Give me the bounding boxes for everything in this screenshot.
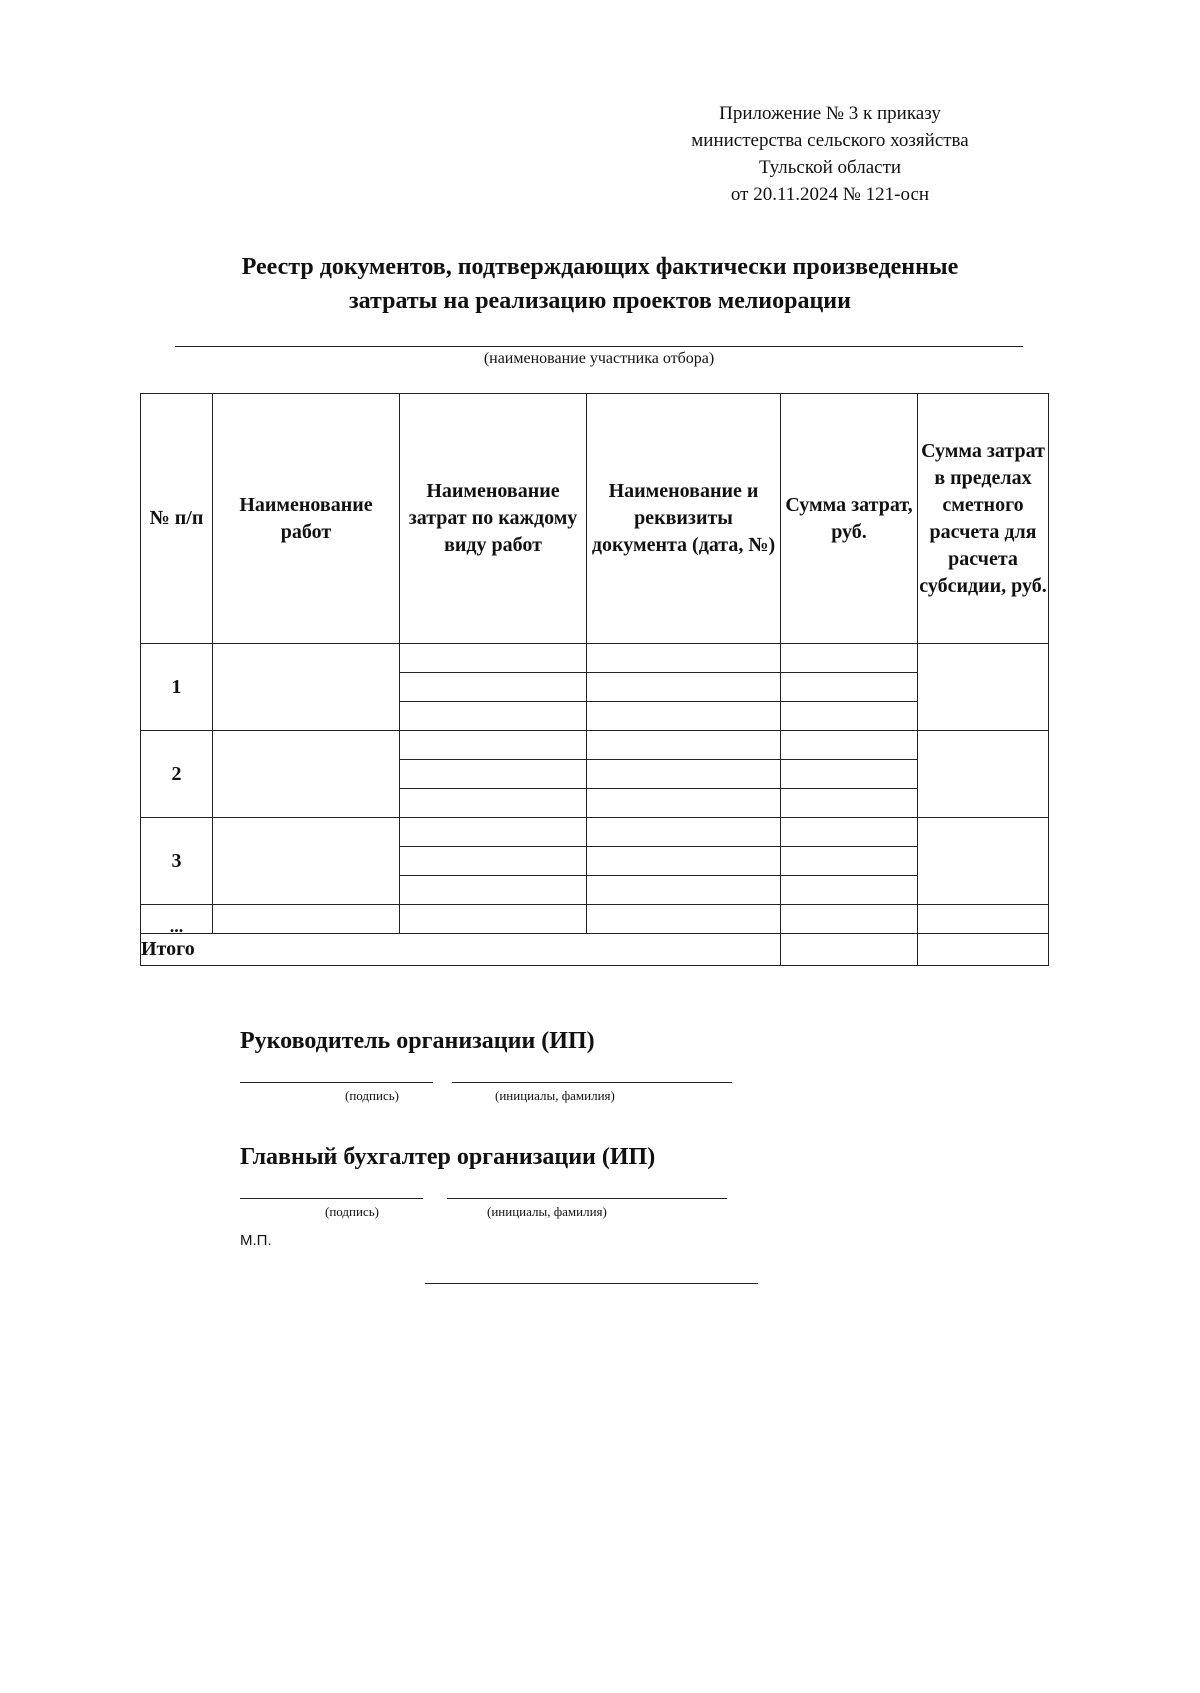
cost-name-cell[interactable]	[400, 702, 587, 731]
document-title	[150, 250, 1050, 318]
cost-sum-cell[interactable]	[781, 847, 918, 876]
document-cell[interactable]	[587, 702, 781, 731]
accountant-signature-line	[240, 1198, 423, 1199]
header-work-name: Наименование работ	[213, 394, 400, 644]
document-cell[interactable]	[587, 876, 781, 905]
cost-name-cell[interactable]	[400, 847, 587, 876]
head-signature-caption: (подпись)	[345, 1088, 399, 1103]
table-row	[141, 731, 1049, 760]
document-cell[interactable]	[587, 731, 781, 760]
title-line: Реестр документов, подтверждающих фактически произведенные	[241, 254, 959, 280]
appendix-line: от 20.11.2024 № 121-осн	[730, 184, 930, 205]
header-cost-sum: Сумма затрат, руб.	[781, 394, 918, 644]
header-document: Наименование и реквизиты документа (дата, №)	[587, 394, 781, 644]
cost-name-cell[interactable]	[400, 644, 587, 673]
cost-name-cell[interactable]	[400, 818, 587, 847]
cost-name-cell[interactable]	[400, 905, 587, 934]
head-name-caption: (инициалы, фамилия)	[495, 1088, 615, 1103]
cost-sum-cell[interactable]	[781, 760, 918, 789]
cost-sum-cell[interactable]	[781, 644, 918, 673]
cost-sum-cell[interactable]	[781, 731, 918, 760]
table-row	[141, 644, 1049, 673]
accountant-name-caption: (инициалы, фамилия)	[487, 1204, 607, 1219]
work-name-cell[interactable]	[213, 818, 400, 905]
subsidy-sum-cell[interactable]	[918, 731, 1049, 818]
stamp-place: М.П.	[240, 1232, 272, 1249]
document-cell[interactable]	[587, 905, 781, 934]
document-cell[interactable]	[587, 818, 781, 847]
appendix-line: министерства сельского хозяйства	[691, 130, 969, 151]
appendix-line: Приложение № 3 к приказу	[719, 103, 941, 124]
work-name-cell[interactable]	[213, 905, 400, 934]
header-cost-name: Наименование затрат по каждому виду работ	[400, 394, 587, 644]
header-number: № п/п	[141, 394, 213, 644]
head-signature-line	[240, 1082, 433, 1083]
closing-line	[425, 1283, 758, 1284]
total-label: Итого	[141, 934, 781, 966]
cost-name-cell[interactable]	[400, 789, 587, 818]
row-number: 3	[141, 818, 213, 905]
cost-sum-cell[interactable]	[781, 673, 918, 702]
total-subsidy-sum-cell[interactable]	[918, 934, 1049, 966]
appendix-header	[660, 100, 1000, 208]
continuation-mark: ...	[141, 905, 213, 934]
table-row	[141, 818, 1049, 847]
participant-name-line	[175, 346, 1023, 347]
table-header-row	[141, 394, 1049, 644]
document-cell[interactable]	[587, 847, 781, 876]
participant-caption: (наименование участника отбора)	[483, 350, 715, 367]
appendix-line: Тульской области	[758, 157, 902, 178]
subsidy-sum-cell[interactable]	[918, 644, 1049, 731]
cost-sum-cell[interactable]	[781, 789, 918, 818]
cost-sum-cell[interactable]	[781, 876, 918, 905]
head-title: Руководитель организации (ИП)	[240, 1028, 595, 1054]
document-cell[interactable]	[587, 644, 781, 673]
accountant-title: Главный бухгалтер организации (ИП)	[240, 1144, 656, 1170]
document-cell[interactable]	[587, 789, 781, 818]
cost-sum-cell[interactable]	[781, 702, 918, 731]
cost-name-cell[interactable]	[400, 876, 587, 905]
row-number: 2	[141, 731, 213, 818]
row-number: 1	[141, 644, 213, 731]
registry-table	[140, 393, 1049, 966]
work-name-cell[interactable]	[213, 731, 400, 818]
title-line: затраты на реализацию проектов мелиорации	[349, 288, 851, 314]
cost-sum-cell[interactable]	[781, 818, 918, 847]
subsidy-sum-cell[interactable]	[918, 818, 1049, 905]
table-total-row	[141, 934, 1049, 966]
table-row-continuation	[141, 905, 1049, 934]
header-subsidy-sum: Сумма затрат в пределах сметного расчета для расчета субсидии, руб.	[918, 394, 1049, 644]
accountant-name-line	[447, 1198, 727, 1199]
accountant-signature-caption: (подпись)	[325, 1204, 379, 1219]
subsidy-sum-cell[interactable]	[918, 905, 1049, 934]
head-name-line	[452, 1082, 732, 1083]
cost-sum-cell[interactable]	[781, 905, 918, 934]
cost-name-cell[interactable]	[400, 673, 587, 702]
total-cost-sum-cell[interactable]	[781, 934, 918, 966]
cost-name-cell[interactable]	[400, 731, 587, 760]
document-cell[interactable]	[587, 673, 781, 702]
work-name-cell[interactable]	[213, 644, 400, 731]
document-cell[interactable]	[587, 760, 781, 789]
cost-name-cell[interactable]	[400, 760, 587, 789]
